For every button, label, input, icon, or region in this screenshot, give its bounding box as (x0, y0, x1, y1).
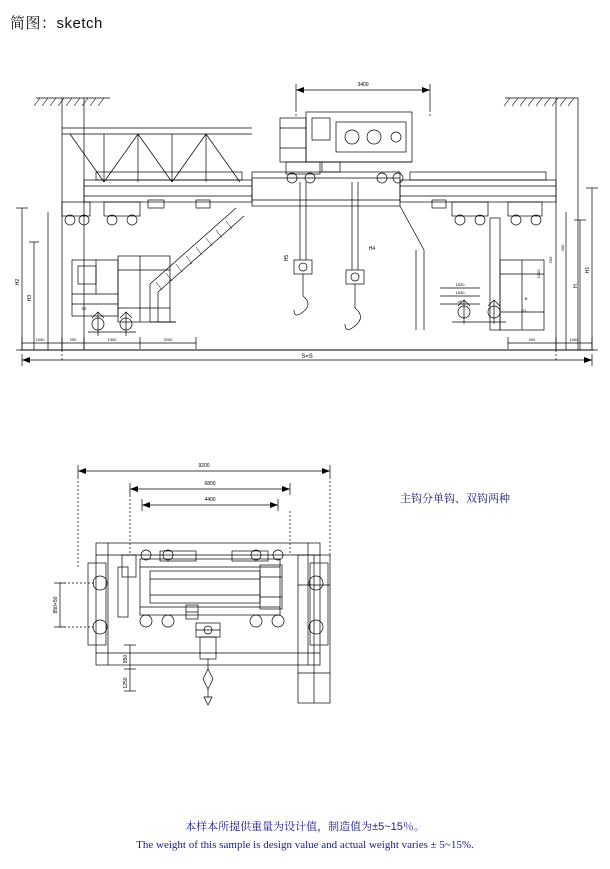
dim-plan-inner-width: 6800 (204, 481, 216, 487)
dim-plan-track-width: 4400 (204, 497, 216, 503)
dim-vert-left-1: H3 (27, 294, 33, 302)
dim-small-4: 1630 (455, 290, 465, 295)
dim-right-1: 1000 (569, 337, 579, 342)
dim-plan-left-0: 850+50 (53, 596, 59, 614)
footer-note (0, 818, 610, 854)
page-title: 简图：sketch (10, 15, 103, 32)
dim-vert-left-0: H2 (15, 278, 21, 286)
dim-vert-right-4: 1300 (536, 269, 541, 279)
dim-vert-right-2: 400 (560, 244, 565, 252)
crane-elevation-view (0, 60, 610, 380)
hook-type-note: 主钩分单钩、双钩两种 (400, 493, 510, 505)
plan-svg (0, 455, 610, 745)
dim-top-span: 3400 (357, 82, 369, 88)
dim-vert-right-0: H1 (585, 266, 591, 274)
dim-hook-1: H4 (368, 246, 376, 252)
dim-plan-left-2: 1250 (123, 677, 129, 689)
dim-vert-right-1: H (573, 284, 579, 288)
dim-right-0: 200 (528, 337, 536, 342)
dim-left-0: 1000 (35, 337, 45, 342)
dim-small-0: S2 (81, 306, 87, 311)
dim-vert-right-3: 290 (548, 256, 553, 264)
dim-left-1: 200 (69, 337, 77, 342)
dim-small-3: 1520 (455, 282, 465, 287)
dim-left-2: 1300 (107, 337, 117, 342)
dim-plan-left-1: 850 (123, 654, 129, 664)
dim-left-3: 2200 (163, 337, 173, 342)
dim-small-2: B (524, 296, 528, 301)
dim-small-1: S1 (521, 308, 527, 313)
dim-overall-span: S=S (301, 354, 313, 360)
crane-plan-view (0, 455, 610, 745)
dim-hook-0: H5 (284, 254, 290, 262)
dim-small-5: 40 (457, 299, 463, 304)
elevation-svg (0, 60, 610, 380)
footer-note-cn: 本样本所提供重量为设计值，制造值为±5~15％。 (185, 821, 425, 833)
dim-plan-overall-width: 9200 (198, 463, 210, 469)
footer-note-en: The weight of this sample is design value and actual weight varies ± 5~15%. (136, 839, 474, 851)
